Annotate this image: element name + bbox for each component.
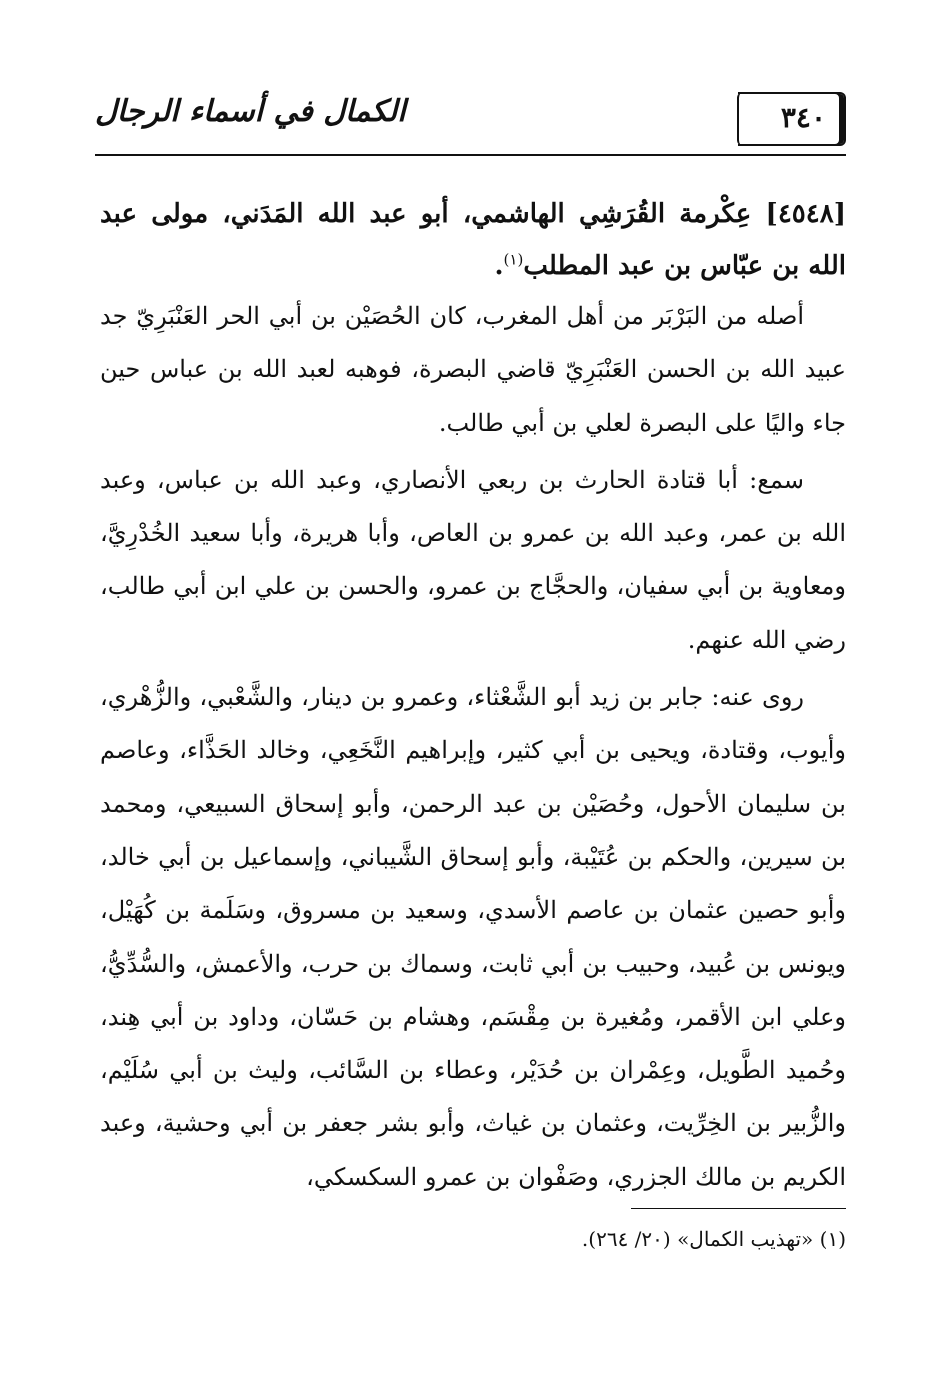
footnote-marker: (١): [503, 250, 524, 269]
header-divider: [95, 154, 846, 156]
entry-heading: [100, 188, 846, 292]
entry-heading-text: [٤٥٤٨] عِكْرمة القُرَشِي الهاشمي، أبو عبد الله المَدَني، مولى عبد الله بن عبّاس بن عبد المطلب: [100, 199, 846, 281]
entry-body: [100, 290, 846, 1208]
teachers-paragraph: سمع: أبا قتادة الحارث بن ربعي الأنصاري، وعبد الله بن عباس، وعبد الله بن عمر، وعبد الله بن عمرو بن العاص، وأبا هريرة، وأبا سعيد الخُدْرِيَّ، ومعاوية بن أبي سفيان، والحجَّاج بن عمرو، والحسن بن علي ابن أبي طالب، رضي الله عنهم.: [100, 465, 846, 654]
footnote-divider: [631, 1208, 846, 1209]
entry-heading-end: .: [494, 251, 504, 281]
page-number: ٣٤٠: [780, 101, 826, 134]
footnote: (١) «تهذيب الكمال» (٢٠/ ٢٦٤).: [581, 1227, 846, 1251]
origin-paragraph: أصله من البَرْبَر من أهل المغرب، كان الحُصَيْن بن أبي الحر العَنْبَرِيّ جد عبيد الله بن الحسن العَنْبَرِيّ قاضي البصرة، فوهبه لعبد الله بن عباس حين جاء واليًا على البصرة لعلي بن أبي طالب.: [100, 302, 846, 437]
running-header: [95, 92, 846, 154]
students-paragraph: روى عنه: جابر بن زيد أبو الشَّعْثاء، وعمرو بن دينار، والشَّعْبي، والزُّهْري، وأيوب، وقتادة، ويحيى بن أبي كثير، وإبراهيم النَّخَعِي، وخالد الحَذَّاء، وعاصم بن سليمان الأحول، وحُصَيْن بن عبد الرحمن، وأبو إسحاق السبيعي، ومحمد بن سيرين، والحكم بن عُتَيْبة، وأبو إسحاق الشَّيباني، وإسماعيل بن أبي خالد، وأبو حصين عثمان بن عاصم الأسدي، وسعيد بن مسروق، وسَلَمة بن كُهَيْل، ويونس بن عُبيد، وحبيب بن أبي ثابت، وسماك بن حرب، والأعمش، والسُّدِّيُّ، وعلي ابن الأقمر، ومُغيرة بن مِقْسَم، وهشام بن حَسّان، وداود بن أبي هِند، وحُميد الطَّويل، وعِمْران بن حُدَيْر، وعطاء بن السَّائب، وليث بن أبي سُلَيْم، والزُّبير بن الخِرِّيت، وعثمان بن غياث، وأبو بشر جعفر بن أبي وحشية، وعبد الكريم بن مالك الجزري، وصَفْوان بن عمرو السكسكي،: [100, 683, 846, 1191]
page-number-frame: [738, 92, 846, 146]
book-title: الكمال في أسماء الرجال: [95, 94, 406, 129]
